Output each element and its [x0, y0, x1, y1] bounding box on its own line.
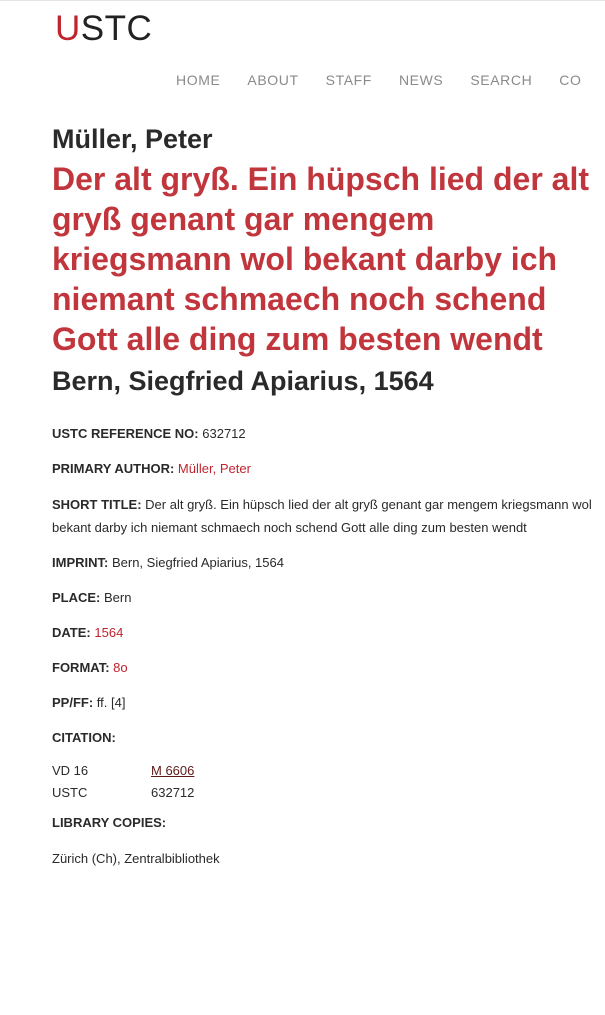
pp-ff-value: ff. [4] [96, 695, 126, 710]
field-primary-author [52, 458, 592, 480]
field-label: USTC REFERENCE NO: [52, 426, 199, 441]
citation-row [52, 760, 194, 782]
citation-source: VD 16 [52, 763, 89, 778]
field-reference [52, 423, 592, 445]
library-copy-item: Zürich (Ch), Zentralbibliothek [52, 851, 220, 866]
field-citation [52, 727, 592, 749]
field-label: SHORT TITLE: [52, 497, 142, 512]
citation-row [52, 782, 194, 804]
citation-ref-cell [151, 760, 194, 782]
logo-letters-stc: STC [80, 9, 153, 48]
field-pp-ff [52, 692, 592, 714]
library-copies-list [52, 848, 592, 870]
nav-about[interactable]: ABOUT [247, 72, 299, 88]
citation-link[interactable]: M 6606 [151, 763, 195, 778]
nav-home[interactable]: HOME [176, 72, 221, 88]
field-label: LIBRARY COPIES: [52, 815, 167, 830]
field-place [52, 587, 592, 609]
imprint-value: Bern, Siegfried Apiarius, 1564 [111, 555, 284, 570]
field-format [52, 657, 592, 679]
field-label: CITATION: [52, 730, 116, 745]
main-nav [176, 72, 605, 88]
field-label: DATE: [52, 625, 91, 640]
logo-letter-u: U [55, 9, 81, 48]
primary-author-link[interactable]: Müller, Peter [177, 461, 251, 476]
field-label: FORMAT: [52, 660, 110, 675]
field-imprint [52, 552, 592, 574]
field-short-title [52, 493, 592, 539]
format-link[interactable]: 8o [113, 660, 128, 675]
field-date [52, 622, 592, 644]
field-label: PRIMARY AUTHOR: [52, 461, 175, 476]
nav-contact[interactable]: CO [559, 72, 582, 88]
field-library-copies [52, 812, 592, 834]
field-label: PLACE: [52, 590, 101, 605]
field-label: IMPRINT: [52, 555, 109, 570]
place-value: Bern [104, 590, 132, 605]
ustc-logo[interactable] [55, 9, 152, 49]
short-title-value: Der alt gryß. Ein hüpsch lied der alt gryß genant gar mengem kriegsmann wol bekant darby ich niemant schmaech noch schend Gott alle ding zum besten wendt [52, 497, 592, 535]
record-title: Der alt gryß. Ein hüpsch lied der alt gryß genant gar mengem kriegsmann wol bekant darby ich niemant schmaech noch schend Gott alle ding zum besten wendt [52, 161, 589, 357]
author-heading: Müller, Peter [52, 124, 213, 154]
reference-value: 632712 [202, 426, 246, 441]
nav-staff[interactable]: STAFF [325, 72, 372, 88]
citation-table [52, 760, 194, 804]
record-fields [52, 423, 592, 870]
citation-ref: 632712 [151, 785, 195, 800]
nav-search[interactable]: SEARCH [470, 72, 533, 88]
record-content [52, 121, 592, 870]
field-label: PP/FF: [52, 695, 94, 710]
date-link[interactable]: 1564 [94, 625, 124, 640]
nav-news[interactable]: NEWS [398, 72, 444, 88]
imprint-heading: Bern, Siegfried Apiarius, 1564 [52, 366, 434, 396]
citation-source: USTC [52, 785, 88, 800]
